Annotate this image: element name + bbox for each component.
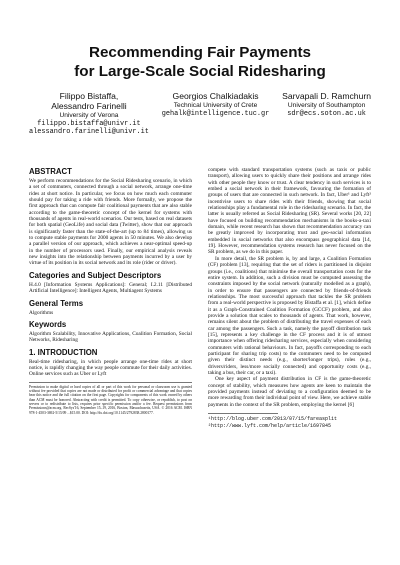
footnote-1: ¹http://blog.uber.com/2013/07/15/fareasplit xyxy=(208,416,338,423)
abstract-text: We perform recommendations for the Social Ridesharing scenario, in which a set of commuters, connected through a social network, arrange one-time rides at short notice. In particular, we focus on how much each commuter should pay for taking a ride with friends. More formally, we propose the first approach that can compute fair coalitional payments that are also stable according to the game-theoretic concept of the kernel for systems with thousands of agents in real-world scenarios. Our tests, based on real datasets for both spatial (GeoLife) and social data (Twitter), show that our approach is significantly faster than the state-of-the-art (up to 84 times), allowing us to compute stable payments for 2000 agents in 50 minutes. We also develop a parallel version of our approach, which achieves a near-optimal speed-up in the number of processors used. Finally, our empirical analysis reveals new insights into the relationship between payments incurred by a user by virtue of its position in its social network and its role (rider or driver). xyxy=(29,178,192,267)
author-block xyxy=(29,92,371,136)
author-email: filippo.bistaffa@univr.it xyxy=(37,119,141,128)
intro-paragraph-1: compete with standard transportation systems (such as taxis or public transport), allowing users to quickly share their positions and arrange rides with other people they know or trust. A clear tendency in such services is to embed a social network in their framework, favouring the formation of groups of users that are connected in such network. In fact, Uber¹ and Lyft² incentivise users to share rides with their friends, showing that social relationships play a fundamental role in the ridesharing scenario. In fact, the latter is usually referred as Social Ridesharing (SR). Several works [20, 22] have focused on building recommendation mechanisms in the books-a-taxi domain, while recent research has shown that recommendation accuracy can be greatly improved by incorporating trust and geo-social information embedded in social networks that also encompass geographical data [14, 19]. However, recommendation systems research has never focused on the SR problem, as we do in this paper. xyxy=(208,167,371,256)
introduction-text: Real-time ridesharing, in which people arrange one-time rides at short notice, is rapidly changing the way people commute for their daily activities. Online services such as Uber or Lyft xyxy=(29,358,192,378)
author-name: Filippo Bistaffa, xyxy=(59,91,119,101)
footnote-2: ²http://www.lyft.com/help/article/1697845 xyxy=(208,422,332,429)
title-line-2: for Large-Scale Social Ridesharing xyxy=(74,63,326,80)
author-affiliation: University of Southampton xyxy=(287,101,366,109)
author-email: gehalk@intelligence.tuc.gr xyxy=(161,109,270,118)
author-verona xyxy=(29,92,149,136)
author-email: sdr@ecs.soton.ac.uk xyxy=(287,109,366,118)
author-affiliation: University of Verona xyxy=(59,111,119,119)
abstract-heading: ABSTRACT xyxy=(29,167,72,176)
general-terms-text: Algorithms xyxy=(29,309,54,316)
intro-paragraph-2: In more detail, the SR problem is, by and large, a Coalition Formation (CF) problem [13], requiring that the set of riders is partitioned in disjoint groups (i.e., coalitions) that minimise the overall transportation costs for the entire system. In addition, such a division must be computed assessing the constraints imposed by the social network (naturally modelled as a graph), in order to ensure that passengers are connected by friends-of-friends relationships. The most successful approach that tackles the SR problem from a real-world perspective is proposed by Bistaffa et al. [1], which define it as a Graph-Constrained Coalition Formation (GCCF) problem, and also provide a solution that scales to thousands of agents. That work, however, remains silent about the problem of distributing the travel expenses of each car among the passengers. Such a task, namely the payoff distribution task [15], represents a key challenge in the CF process and it is of utmost importance when offering ridesharing services, especially when considering commuters with rational behaviours. In fact, payoffs corresponding to each participant for sharing trip costs) to the commuters need to be computed given their distinct needs (e.g., shorter/longer trips), roles (e.g., drivers/riders, less/more socially connected) and opportunity costs (e.g., taking a bus, their car, or a taxi). xyxy=(208,255,371,376)
author-crete xyxy=(162,92,270,136)
left-column xyxy=(29,167,192,429)
keywords-text: Algorithm Scalability, Innovative Applications, Coalition Formation, Social Networks, Ridesharing xyxy=(29,330,192,344)
right-column xyxy=(208,167,371,429)
title-line-1: Recommending Fair Payments xyxy=(89,44,311,61)
keywords-heading: Keywords xyxy=(29,319,67,329)
author-southampton xyxy=(282,92,371,136)
author-affiliation: Technical University of Crete xyxy=(173,101,258,109)
author-name: Sarvapali D. Ramchurn xyxy=(282,91,371,101)
categories-text: H.4.0 [Information Systems Applications]: General; I.2.11 [Distributed Artificial Intelligence]: Intelligent Agents, Multiagent Systems xyxy=(29,281,192,295)
categories-heading: Categories and Subject Descriptors xyxy=(29,270,162,280)
paper-title xyxy=(0,43,400,81)
author-email: alessandro.farinelli@univr.it xyxy=(29,127,149,136)
two-column-body xyxy=(29,167,371,429)
introduction-heading: 1. INTRODUCTION xyxy=(29,347,98,357)
author-name: Georgios Chalkiadakis xyxy=(172,91,259,101)
author-name: Alessandro Farinelli xyxy=(51,100,127,111)
general-terms-heading: General Terms xyxy=(29,298,84,308)
copyright-notice: Permission to make digital or hard copies of all or part of this work for personal or classroom use is granted without fee provided that copies are not made or distributed for profit or commercial advantage and that copies bear this notice and the full citation on the first page. Copyrights for components of this work owned by others than ACM must be honored. Abstracting with credit is permitted. To copy otherwise, or republish, to post on servers or to redistribute to lists, requires prior specific permission and/or a fee. Request permissions from Permissions@acm.org. RecSys'16, September 15–19, 2016, Boston, Massachusetts, USA. © 2016 ACM. ISBN 978-1-4503-3692-5/15/09 ...$15.00. DOI: http://dx.doi.org/10.1145/2792838.2800177. xyxy=(29,382,192,415)
intro-paragraph-3: One key aspect of payment distribution in CF is the game-theoretic concept of stability, which measures how agents are keen to maintain the provided payments instead of deviating to a configuration deemed to be more rewarding from their individual point of view. Here, we achieve stable payments in the context of the SR problem, employing the kernel [6] xyxy=(208,376,371,408)
